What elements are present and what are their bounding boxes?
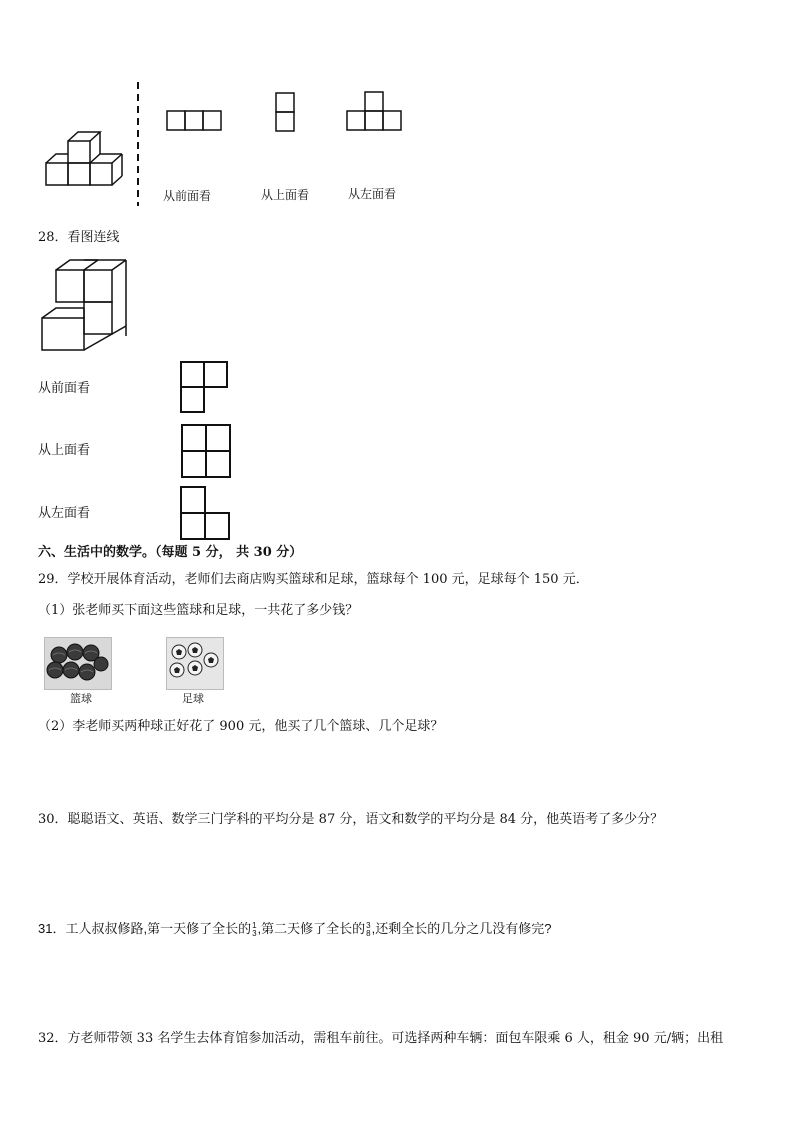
q31-fraction-1: 1 3 (252, 920, 257, 938)
q27-left-view (346, 91, 402, 131)
section-heading: 六、生活中的数学。（每题 5 分， 共 30 分） (38, 545, 303, 560)
q28-cube-solid (40, 258, 130, 354)
q28-label-left: 从左面看 (38, 506, 91, 521)
football-caption: 足球 (182, 692, 204, 705)
footballs-image (166, 637, 224, 690)
q31-part-c: ,还剩全长的几分之几没有修完? (371, 921, 552, 936)
q29-part2: （2）李老师买两种球正好花了 900 元，他买了几个篮球、几个足球？ (38, 719, 444, 734)
q27-cube-solid (44, 128, 124, 190)
q27-left-label: 从左面看 (348, 187, 397, 201)
q29-part1: （1）张老师买下面这些篮球和足球，一共花了多少钱？ (38, 603, 359, 618)
q29-stem: 29．学校开展体育活动，老师们去商店购买篮球和足球，篮球每个 100 元，足球每个 150 元． (38, 572, 589, 587)
q30-text: 30．聪聪语文、英语、数学三门学科的平均分是 87 分，语文和数学的平均分是 84 分，他英语考了多少分？ (38, 812, 664, 827)
q27-dashed-divider (136, 82, 140, 206)
q31-part-a: 31．工人叔叔修路,第一天修了全长的 (38, 921, 252, 936)
q28-label-front: 从前面看 (38, 381, 91, 396)
q28-view-option-3 (179, 485, 231, 541)
q28-title: 28．看图连线 (38, 230, 120, 245)
basketball-caption: 篮球 (70, 692, 92, 705)
q31-fraction-2: 3 8 (366, 920, 371, 938)
basketballs-image (44, 637, 112, 690)
q27-top-view (275, 92, 295, 132)
q27-front-label: 从前面看 (163, 189, 212, 203)
q31-part-b: ,第二天修了全长的 (257, 921, 366, 936)
q28-label-top: 从上面看 (38, 443, 91, 458)
q27-top-label: 从上面看 (261, 188, 310, 202)
q28-view-option-1 (179, 360, 229, 414)
q28-view-option-2 (180, 423, 232, 479)
q32-text: 32．方老师带领 33 名学生去体育馆参加活动，需租车前往。可选择两种车辆：面包车限乘 6 人，租金 90 元/辆；出租 (38, 1031, 724, 1046)
q31-text (38, 920, 551, 938)
q27-front-view (166, 110, 222, 132)
